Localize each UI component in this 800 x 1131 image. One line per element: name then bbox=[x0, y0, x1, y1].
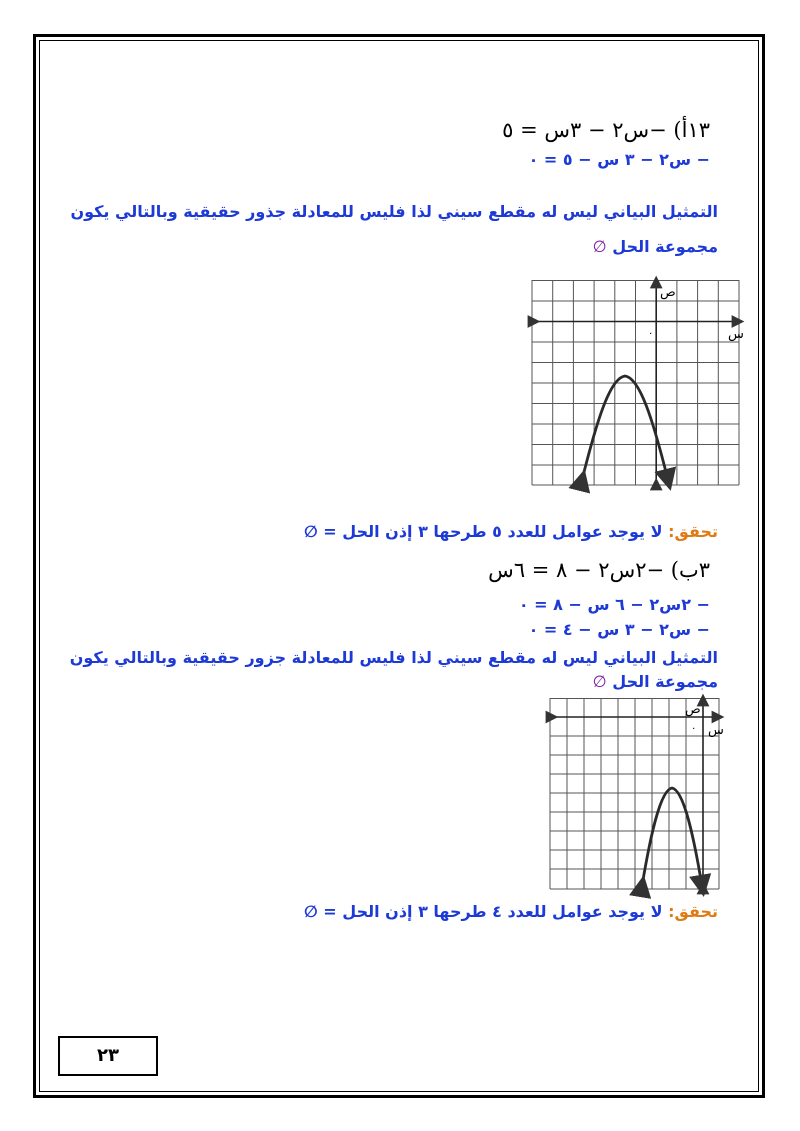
problem-b-check: تحقق: لا يوجد عوامل للعدد ٤ طرحها ٣ إذن الحل = ∅ bbox=[304, 902, 718, 921]
problem-a-explanation-1: التمثيل البياني ليس له مقطع سيني لذا فليس للمعادلة جذور حقيقية وبالتالي يكون bbox=[70, 202, 718, 221]
y-axis-label: ص bbox=[685, 702, 701, 717]
y-axis-label: ص bbox=[660, 285, 676, 300]
problem-b-title: ٣ب) −٢س٢ − ٨ = ٦س bbox=[488, 558, 710, 582]
problem-a-step1: − س٢ − ٣ س − ٥ = ٠ bbox=[528, 150, 710, 169]
x-axis-label: س bbox=[728, 327, 744, 342]
problem-b-explanation-2: مجموعة الحل ∅ bbox=[592, 672, 718, 691]
empty-set-icon: ∅ bbox=[592, 672, 607, 691]
origin-label: ٠ bbox=[691, 723, 697, 734]
x-axis-label: س bbox=[708, 723, 724, 738]
page-number: ٢٣ bbox=[58, 1036, 158, 1076]
problem-b-explanation-1: التمثيل البياني ليس له مقطع سيني لذا فليس للمعادلة جزور حقيقية وبالتالي يكون bbox=[69, 648, 718, 667]
problem-a-check: تحقق: لا يوجد عوامل للعدد ٥ طرحها ٣ إذن الحل = ∅ bbox=[304, 522, 718, 541]
problem-a-graph bbox=[532, 280, 744, 486]
parabola-curve bbox=[642, 788, 702, 886]
problem-b-step1: − ٢س٢ − ٦ س − ٨ = ٠ bbox=[518, 595, 710, 614]
empty-set-icon: ∅ bbox=[592, 237, 607, 256]
origin-label: ٠ bbox=[648, 328, 654, 339]
problem-b-step2: − س٢ − ٣ س − ٤ = ٠ bbox=[528, 620, 710, 639]
problem-a-title: ١٣أ) −س٢ − ٣س = ٥ bbox=[502, 118, 710, 142]
parabola-curve bbox=[582, 376, 668, 480]
problem-a-explanation-2: مجموعة الحل ∅ bbox=[592, 237, 718, 256]
problem-b-graph bbox=[550, 698, 724, 890]
